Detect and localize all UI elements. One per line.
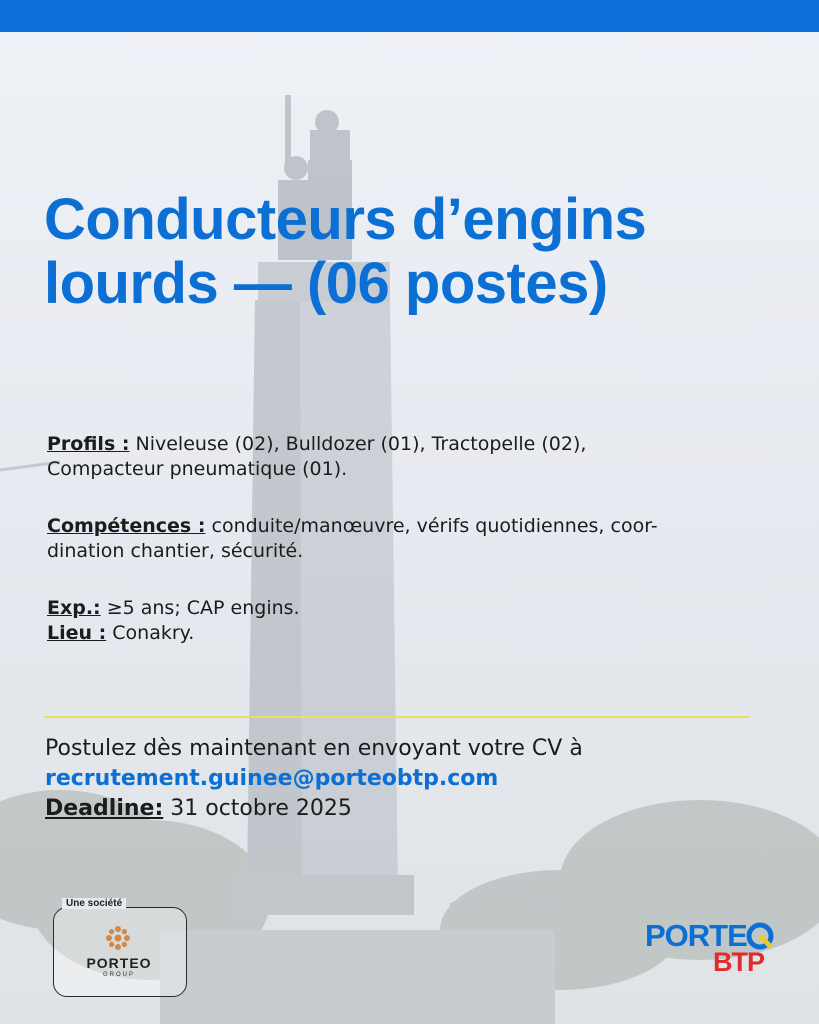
- apply-section: [45, 734, 785, 824]
- profils-section: [47, 432, 777, 482]
- lieu-label: Lieu :: [47, 622, 107, 644]
- porteo-group-logo: [53, 907, 187, 997]
- profils-line2: Compacteur pneumatique (01).: [47, 458, 348, 480]
- job-details: [47, 432, 777, 646]
- porteo-group-caption: Une société: [62, 898, 126, 909]
- job-title-line2: lourds — (06 postes): [44, 251, 608, 316]
- experience-section: [47, 596, 777, 621]
- profils-line1: Niveleuse (02), Bulldozer (01), Tractopelle (02),: [129, 433, 587, 455]
- competences-label: Compétences :: [47, 515, 206, 537]
- divider: [44, 716, 750, 718]
- experience-value: ≥5 ans; CAP engins.: [100, 597, 300, 619]
- flower-logo-icon: [104, 924, 132, 952]
- competences-line2: dination chantier, sécurité.: [47, 540, 304, 562]
- job-title-line1: Conducteurs d’engins: [44, 187, 647, 252]
- porteo-group-name: PORTEO: [86, 955, 152, 971]
- top-bar: [0, 0, 819, 32]
- lieu-section: [47, 621, 777, 646]
- deadline: [45, 794, 785, 824]
- email-link[interactable]: recrutement.guinee@porteobtp.com: [45, 766, 499, 791]
- porteo-btp-logo-top: PORTE: [645, 918, 747, 953]
- competences-section: [47, 514, 777, 564]
- deadline-label: Deadline:: [45, 796, 164, 821]
- apply-text: Postulez dès maintenant en envoyant votre CV à: [45, 736, 583, 761]
- porteo-group-sub: GROUP: [102, 972, 135, 978]
- experience-label: Exp.:: [47, 597, 101, 619]
- deadline-value: 31 octobre 2025: [163, 796, 352, 821]
- job-title: [44, 188, 804, 316]
- profils-label: Profils :: [47, 433, 130, 455]
- lieu-value: Conakry.: [106, 622, 195, 644]
- competences-line1: conduite/manœuvre, vérifs quotidiennes, coor-: [205, 515, 658, 537]
- porteo-btp-logo-bottom: BTP: [713, 947, 764, 977]
